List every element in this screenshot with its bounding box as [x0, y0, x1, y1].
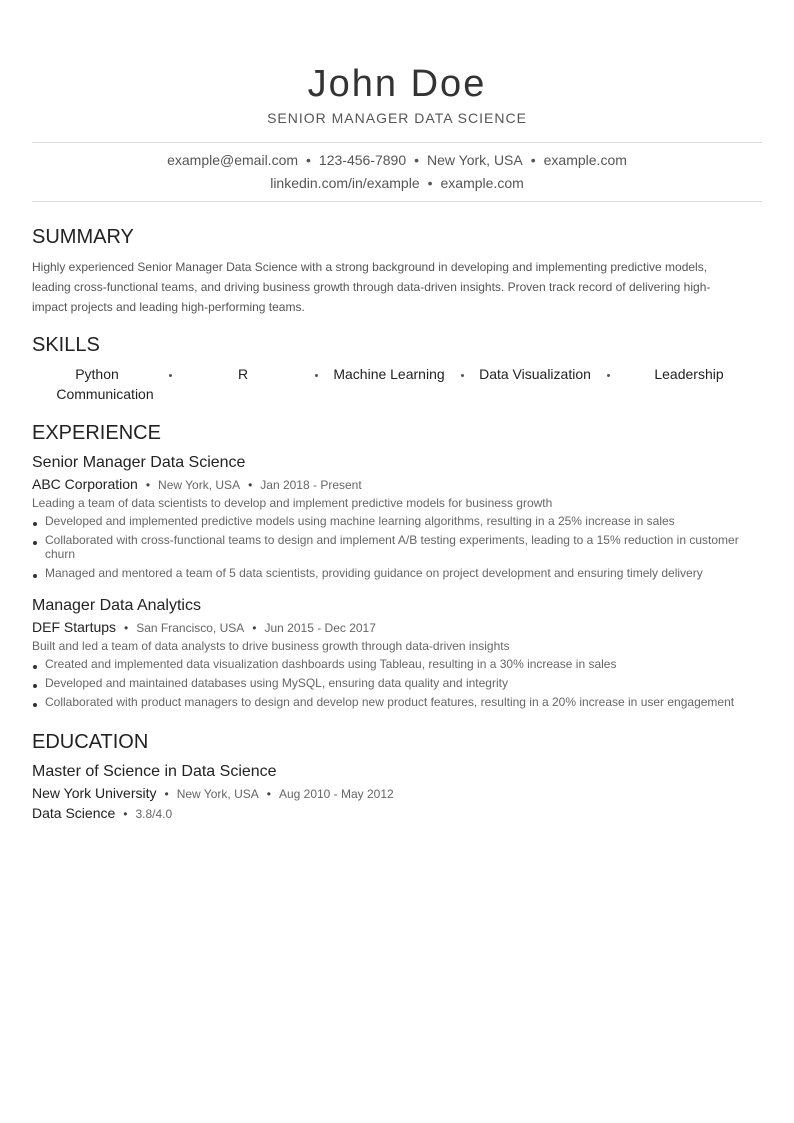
summary-heading: SUMMARY	[32, 226, 134, 248]
contact-line-2	[0, 172, 794, 195]
skill-item: Data Visualization	[479, 366, 591, 382]
achievement-item: Collaborated with cross-functional teams to design and implement A/B testing experiments, leading to a 15% reduction in customer churn	[32, 533, 762, 561]
summary-text: Highly experienced Senior Manager Data Science with a strong background in developing and implementing predictive models, leading cross-functional teams, and driving business growth through data-driven insights. Proven track record of delivering high-impact projects and leading high-performing teams.	[32, 260, 711, 314]
separator-dot: •	[414, 152, 420, 168]
education-field: Data Science	[32, 805, 116, 821]
job-title: Senior Manager Data Science	[32, 454, 246, 471]
achievement-item: Collaborated with product managers to design and develop new product features, resulting in a 20% increase in user engagement	[32, 695, 762, 709]
skill-item: Leadership	[654, 366, 724, 382]
skill-separator-dot	[461, 374, 464, 377]
achievement-item: Created and implemented data visualization dashboards using Tableau, resulting in a 30% increase in sales	[32, 657, 762, 671]
skill-item: Machine Learning	[333, 366, 445, 382]
experience-heading: EXPERIENCE	[32, 422, 161, 444]
separator-dot: •	[164, 787, 169, 801]
job-description: Leading a team of data scientists to develop and implement predictive models for business growth	[32, 496, 553, 510]
job-achievements	[32, 514, 762, 585]
education-degree: Master of Science in Data Science	[32, 763, 277, 780]
skill-item: R	[237, 366, 249, 382]
job-company: ABC Corporation	[32, 476, 138, 492]
skill-separator-dot	[607, 374, 610, 377]
education-school: New York University	[32, 785, 157, 801]
education-dates: Aug 2010 - May 2012	[278, 787, 394, 801]
job-achievements	[32, 657, 762, 714]
education-field-meta	[32, 805, 172, 821]
achievement-item: Developed and implemented predictive models using machine learning algorithms, resulting in a 25% increase in sales	[32, 514, 762, 528]
header-divider-top	[32, 142, 762, 143]
job-dates: Jun 2015 - Dec 2017	[264, 621, 376, 635]
separator-dot: •	[252, 621, 257, 635]
achievement-item: Developed and maintained databases using MySQL, ensuring data quality and integrity	[32, 676, 762, 690]
separator-dot: •	[266, 787, 271, 801]
achievement-item: Managed and mentored a team of 5 data scientists, providing guidance on project development and ensuring timely delivery	[32, 566, 762, 580]
separator-dot: •	[124, 621, 129, 635]
contact-line-1	[0, 149, 794, 172]
separator-dot: •	[306, 152, 311, 168]
separator-dot: •	[145, 478, 151, 492]
resume-header	[0, 0, 794, 126]
job-company: DEF Startups	[32, 619, 117, 635]
contact-website-2[interactable]: example.com	[440, 175, 524, 191]
job-location: San Francisco, USA	[136, 621, 245, 635]
job-dates: Jan 2018 - Present	[260, 478, 362, 492]
contact-linkedin[interactable]: linkedin.com/in/example	[270, 175, 420, 191]
skill-item: Communication	[56, 386, 154, 402]
job-description: Built and led a team of data analysts to drive business growth through data-driven insights	[32, 639, 510, 653]
skill-separator-dot	[315, 374, 318, 377]
candidate-name: John Doe	[307, 63, 487, 105]
contact-website[interactable]: example.com	[543, 152, 627, 168]
job-meta	[32, 476, 362, 492]
education-gpa: 3.8/4.0	[135, 807, 173, 821]
separator-dot: •	[427, 175, 433, 191]
contact-email[interactable]: example@email.com	[167, 152, 299, 168]
skill-item: Python	[75, 366, 119, 382]
contact-phone[interactable]: 123-456-7890	[318, 152, 407, 168]
education-meta	[32, 785, 394, 801]
candidate-title: SENIOR MANAGER DATA SCIENCE	[267, 110, 527, 126]
job-meta	[32, 619, 376, 635]
job-title: Manager Data Analytics	[32, 597, 201, 614]
skills-heading: SKILLS	[32, 334, 100, 356]
skills-list	[32, 366, 762, 406]
contact-location: New York, USA	[427, 152, 523, 168]
separator-dot: •	[123, 807, 128, 821]
job-location: New York, USA	[158, 478, 241, 492]
skill-separator-dot	[169, 374, 172, 377]
education-location: New York, USA	[176, 787, 259, 801]
education-heading: EDUCATION	[32, 731, 149, 753]
header-divider-bottom	[32, 201, 762, 202]
separator-dot: •	[248, 478, 253, 492]
separator-dot: •	[530, 152, 536, 168]
